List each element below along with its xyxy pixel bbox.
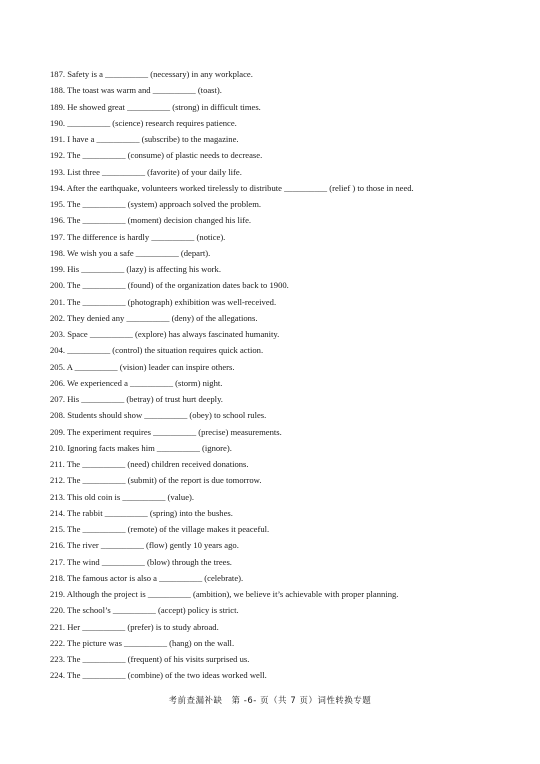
exercise-item: 211. The __________ (need) children received donations. (50, 459, 249, 469)
exercise-list (50, 66, 520, 684)
exercise-item: 216. The river __________ (flow) gently 10 years ago. (50, 540, 239, 551)
exercise-item: 215. The __________ (remote) of the village makes it peaceful. (50, 524, 270, 534)
exercise-item: 193. List three __________ (favorite) of your daily life. (50, 166, 242, 177)
exercise-item: 208. Students should show __________ (obey) to school rules. (50, 410, 267, 421)
exercise-item: 192. The __________ (consume) of plastic needs to decrease. (50, 150, 263, 161)
exercise-item: 210. Ignoring facts makes him __________ (ignore). (50, 442, 232, 453)
exercise-item: 205. A __________ (vision) leader can inspire others. (50, 361, 235, 372)
exercise-item: 220. The school’s __________ (accept) policy is strict. (50, 605, 239, 616)
exercise-item: 188. The toast was warm and __________ (toast). (50, 85, 222, 96)
exercise-item: 209. The experiment requires __________ (precise) measurements. (50, 426, 282, 437)
exercise-item: 222. The picture was __________ (hang) on the wall. (50, 637, 235, 648)
exercise-item: 221. Her __________ (prefer) is to study abroad. (50, 621, 219, 632)
exercise-item: 200. The __________ (found) of the organization dates back to 1900. (50, 280, 289, 291)
exercise-item: 224. The __________ (combine) of the two ideas worked well. (50, 670, 267, 681)
page-footer: 考前查漏补缺 第 -6- 页（共 7 页）词性转换专题 (168, 695, 372, 705)
exercise-item: 213. This old coin is __________ (value). (50, 491, 195, 502)
exercise-item: 189. He showed great __________ (strong) in difficult times. (50, 101, 261, 112)
exercise-item: 204. __________ (control) the situation requires quick action. (50, 345, 264, 356)
exercise-item: 195. The __________ (system) approach solved the problem. (50, 199, 262, 209)
exercise-item: 198. We wish you a safe __________ (depart). (50, 247, 211, 258)
exercise-item: 203. Space __________ (explore) has always fascinated humanity. (50, 329, 280, 339)
exercise-item: 218. The famous actor is also a __________ (celebrate). (50, 572, 244, 583)
exercise-item: 190. __________ (science) research requires patience. (50, 117, 237, 128)
exercise-item: 196. The __________ (moment) decision changed his life. (50, 215, 252, 226)
exercise-item: 194. After the earthquake, volunteers worked tirelessly to distribute __________ (relief ) to those in need. (50, 182, 414, 193)
exercise-item: 223. The __________ (frequent) of his visits surprised us. (50, 654, 250, 664)
exercise-item: 202. They denied any __________ (deny) of the allegations. (50, 312, 258, 323)
exercise-item: 201. The __________ (photograph) exhibition was well-received. (50, 296, 277, 307)
exercise-item: 212. The __________ (submit) of the report is due tomorrow. (50, 475, 262, 486)
exercise-item: 217. The wind __________ (blow) through the trees. (50, 556, 232, 567)
exercise-item: 199. His __________ (lazy) is affecting his work. (50, 264, 221, 274)
exercise-item: 207. His __________ (betray) of trust hurt deeply. (50, 394, 223, 404)
exercise-item: 206. We experienced a __________ (storm) night. (50, 377, 223, 388)
exercise-item: 191. I have a __________ (subscribe) to the magazine. (50, 134, 239, 144)
exercise-item: 187. Safety is a __________ (necessary) in any workplace. (50, 69, 253, 79)
exercise-item: 219. Although the project is __________ (ambition), we believe it’s achievable with proper planning. (50, 589, 399, 599)
exercise-item: 214. The rabbit __________ (spring) into the bushes. (50, 507, 233, 518)
exercise-item: 197. The difference is hardly __________ (notice). (50, 231, 226, 242)
